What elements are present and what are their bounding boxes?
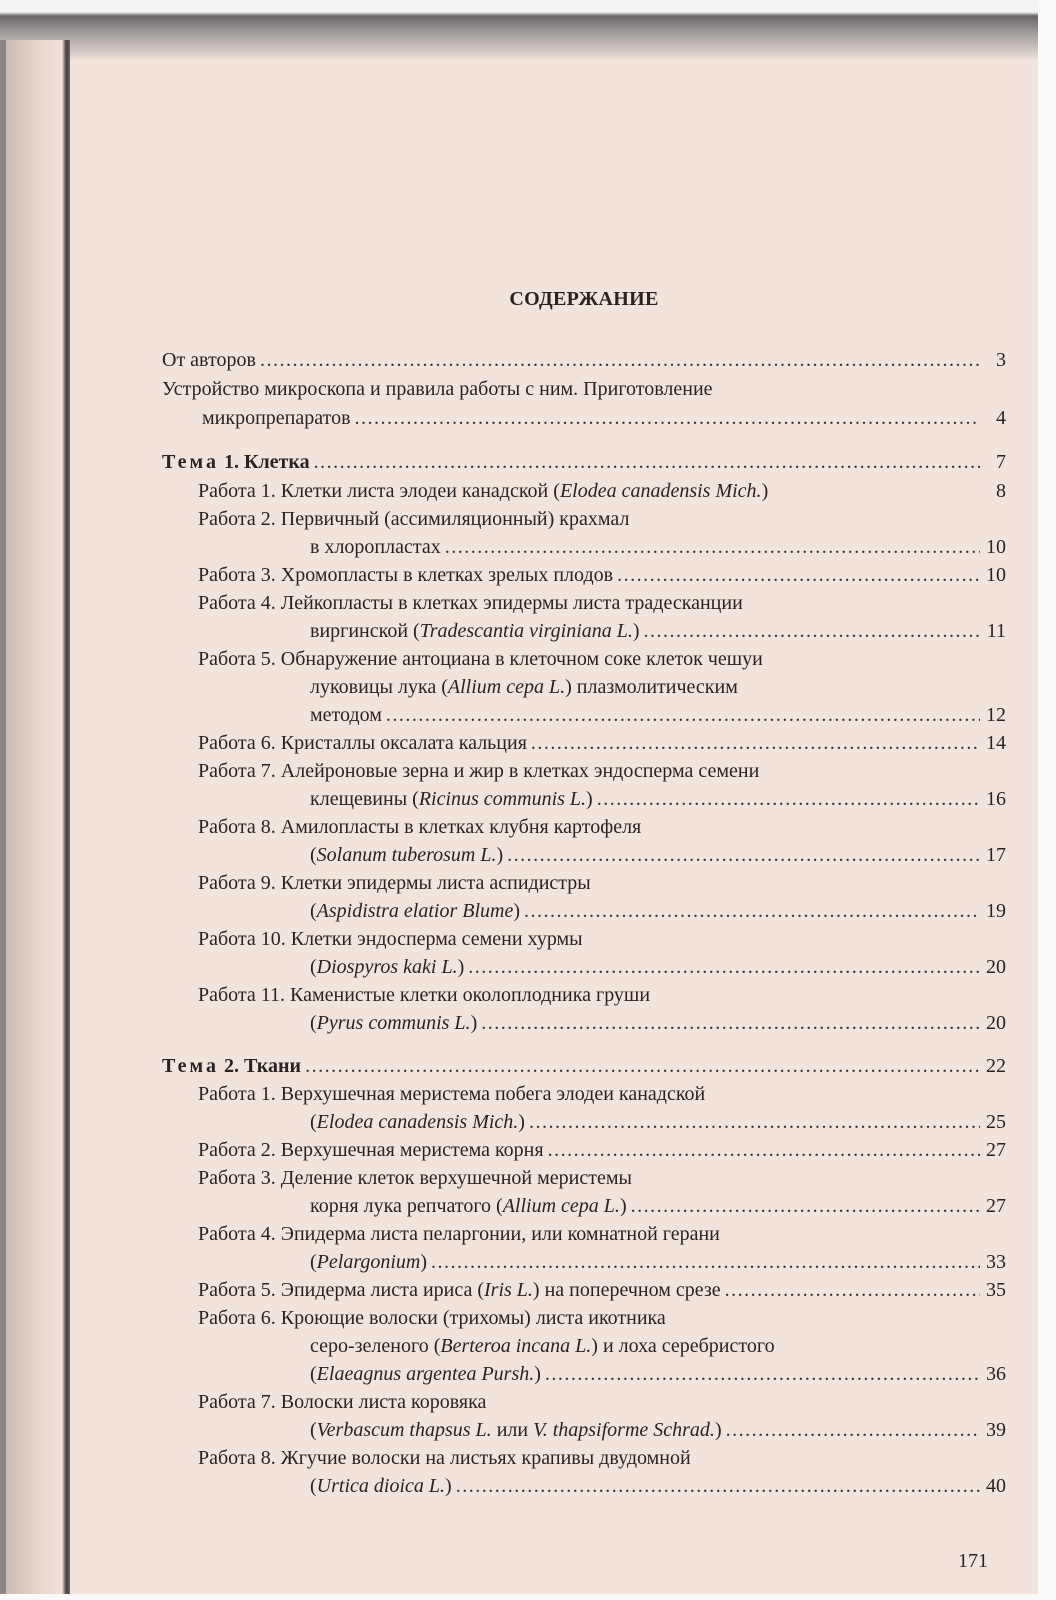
toc-page-number: 4 <box>996 407 1006 429</box>
toc-leader-dots <box>597 785 980 813</box>
toc-entry-continuation: (Verbascum thapsus L. или V. thapsiforme Schrad.) ..... 39 <box>310 1416 1006 1444</box>
toc-entry <box>198 1444 1006 1472</box>
right-margin-strip <box>1038 0 1056 1600</box>
toc-entry <box>198 1080 1006 1108</box>
toc-leader-dots <box>507 841 980 869</box>
toc-leader-dots <box>445 533 980 561</box>
toc-page-number: 20 <box>986 956 1006 978</box>
theme-title: 1. Клетка <box>218 451 310 473</box>
latin-name: Pyrus communis L. <box>316 1012 471 1034</box>
theme-title: 2. Ткани <box>218 1055 302 1077</box>
toc-entry-text: Работа 4. Лейкопласты в клетках эпидермы листа традесканции <box>198 592 743 614</box>
toc-page-number: 12 <box>986 704 1006 726</box>
toc-entry-text: Работа 2. Верхушечная меристема корня <box>198 1139 544 1161</box>
toc-entry-continuation: виргинской (Tradescantia virginiana L.) ..... 11 <box>310 617 1006 645</box>
toc-entry-text: Работа 3. Хромопласты в клетках зрелых плодов <box>198 564 614 586</box>
latin-name: Allium cepa L. <box>447 676 566 698</box>
toc-entry <box>198 505 1006 533</box>
theme-word: Тема <box>162 1055 219 1077</box>
toc-page-number: 25 <box>986 1111 1006 1133</box>
latin-name: Elodea canadensis Mich. <box>316 1111 519 1133</box>
toc-entry: Работа 1. Клетки листа элодеи канадской (Elodea canadensis Mich.) 8 <box>198 477 1006 505</box>
toc-entry-continuation: (Pelargonium) ..... 33 <box>310 1248 1006 1276</box>
toc-entry <box>198 1164 1006 1192</box>
latin-name: Aspidistra elatior Blume <box>316 900 514 922</box>
toc-leader-dots <box>529 1108 980 1136</box>
toc-entry <box>162 346 1006 374</box>
toc-entry-continuation: (Elodea canadensis Mich.) ..... 25 <box>310 1108 1006 1136</box>
toc-leader-dots <box>386 701 980 729</box>
toc-entry-continuation: серо-зеленого (Berteroa incana L.) и лоха серебристого <box>310 1335 775 1357</box>
toc-entry-continuation: (Urtica dioica L.) ..... 40 <box>310 1472 1006 1500</box>
toc-entry-text: Работа 5. Обнаружение антоциана в клеточном соке клеток чешуи <box>198 648 763 670</box>
toc-leader-dots <box>531 729 980 757</box>
toc-page-number: 10 <box>986 564 1006 586</box>
toc-entry-text: Работа 5. Эпидерма листа ириса ( <box>198 1279 485 1301</box>
toc-page-number: 3 <box>996 349 1006 371</box>
toc-entry-continuation: луковицы лука (Allium cepa L.) плазмолитическим <box>310 676 738 698</box>
toc-page-number: 17 <box>986 844 1006 866</box>
toc-entry-text: Работа 7. Алейроновые зерна и жир в клетках эндосперма семени <box>198 760 760 782</box>
page-left-edge <box>0 40 6 1600</box>
toc-entry-text: Работа 6. Кристаллы оксалата кальция <box>198 732 527 754</box>
toc-leader-dots <box>548 1136 980 1164</box>
toc-entry-continuation <box>310 533 1006 561</box>
theme-word: Тема <box>162 451 219 473</box>
toc-entry-text: микропрепаратов <box>202 407 351 429</box>
toc-leader-dots <box>631 1192 980 1220</box>
latin-name: Ricinus communis L. <box>418 788 587 810</box>
toc-page-number: 40 <box>986 1475 1006 1497</box>
toc-entry-continuation <box>202 404 1006 432</box>
toc-entry <box>198 757 1006 785</box>
toc-entry <box>162 375 1006 403</box>
toc-entry <box>198 1220 1006 1248</box>
toc-page-number: 8 <box>996 480 1006 502</box>
toc-entry <box>198 869 1006 897</box>
toc-leader-dots <box>545 1360 980 1388</box>
toc-leader-dots <box>481 1009 980 1037</box>
toc-page-number: 10 <box>986 536 1006 558</box>
toc-page-number: 7 <box>996 451 1006 473</box>
toc-entry-continuation <box>310 701 1006 729</box>
toc-page-number: 19 <box>986 900 1006 922</box>
toc-entry-continuation: корня лука репчатого (Allium cepa L.) ..... 27 <box>310 1192 1006 1220</box>
toc-entry-text: Работа 2. Первичный (ассимиляционный) крахмал <box>198 508 630 530</box>
toc-entry-continuation: клещевины (Ricinus communis L.) ..... 16 <box>310 785 1006 813</box>
toc-entry-text: Работа 4. Эпидерма листа пеларгонии, или комнатной герани <box>198 1223 720 1245</box>
toc-entry-continuation: (Diospyros kaki L.) ..... 20 <box>310 953 1006 981</box>
toc-page-number: 36 <box>986 1363 1006 1385</box>
toc-page-number: 20 <box>986 1012 1006 1034</box>
toc-entry: Работа 5. Эпидерма листа ириса (Iris L.) на поперечном срезе ..... 35 <box>198 1276 1006 1304</box>
toc-entry <box>198 1388 1006 1416</box>
latin-name: Verbascum thapsus L. <box>316 1419 492 1441</box>
toc-entry <box>198 729 1006 757</box>
toc-entry <box>198 925 1006 953</box>
toc-entry-text: Работа 8. Амилопласты в клетках клубня картофеля <box>198 816 642 838</box>
page-content <box>162 0 1020 1600</box>
page-number: 171 <box>958 1550 988 1572</box>
toc-entry <box>198 589 1006 617</box>
latin-name: Allium cepa L. <box>502 1195 620 1217</box>
toc-entry <box>198 1136 1006 1164</box>
toc-entry-text: Устройство микроскопа и правила работы с ним. Приготовление <box>162 378 713 400</box>
toc-entry-continuation: (Elaeagnus argentea Pursh.) ..... 36 <box>310 1360 1006 1388</box>
page-title: СОДЕРЖАНИЕ <box>509 288 659 310</box>
toc-leader-dots <box>617 561 980 589</box>
toc-page-number: 27 <box>986 1195 1006 1217</box>
toc-theme-heading <box>162 448 1006 476</box>
latin-name: Tradescantia virginiana L. <box>419 620 633 642</box>
toc-entry-continuation: (Aspidistra elatior Blume) ..... 19 <box>310 897 1006 925</box>
toc-entry-text: Работа 8. Жгучие волоски на листьях крапивы двудомной <box>198 1447 691 1469</box>
toc-leader-dots <box>355 404 980 432</box>
latin-name: V. thapsiforme Schrad. <box>533 1419 715 1441</box>
latin-name: Solanum tuberosum L. <box>316 844 497 866</box>
toc-entry-text: Работа 7. Волоски листа коровяка <box>198 1391 487 1413</box>
toc-leader-dots <box>314 448 980 476</box>
toc-page-number: 27 <box>986 1139 1006 1161</box>
toc-entry <box>198 813 1006 841</box>
latin-name: Elodea canadensis Mich. <box>559 480 762 502</box>
toc-entry-continuation: (Pyrus communis L.) ..... 20 <box>310 1009 1006 1037</box>
toc-leader-dots <box>456 1472 980 1500</box>
toc-leader-dots <box>305 1052 980 1080</box>
toc-entry-text: Работа 10. Клетки эндосперма семени хурмы <box>198 928 583 950</box>
book-gutter <box>0 40 70 1600</box>
toc-leader-dots <box>725 1276 980 1304</box>
toc-page-number: 39 <box>986 1419 1006 1441</box>
toc-entry-text: От авторов <box>162 349 256 371</box>
toc-theme-heading <box>162 1052 1006 1080</box>
toc-page-number: 22 <box>986 1055 1006 1077</box>
toc-leader-dots <box>468 953 980 981</box>
toc-entry-text: Работа 1. Верхушечная меристема побега элодеи канадской <box>198 1083 706 1105</box>
latin-name: Iris L. <box>484 1279 533 1301</box>
toc-leader-dots <box>431 1248 980 1276</box>
toc-leader-dots <box>524 897 980 925</box>
toc-entry-text: Работа 6. Кроющие волоски (трихомы) листа икотника <box>198 1307 666 1329</box>
toc-page-number: 16 <box>986 788 1006 810</box>
toc-entry-text: в хлоропластах <box>310 536 441 558</box>
toc-entry-text: Работа 11. Каменистые клетки околоплодника груши <box>198 984 651 1006</box>
latin-name: Pelargonium <box>316 1251 421 1273</box>
toc-leader-dots <box>260 346 980 374</box>
toc-leader-dots <box>726 1416 980 1444</box>
toc-entry <box>198 1304 1006 1332</box>
toc-entry-text: методом <box>310 704 382 726</box>
toc-entry <box>198 645 1006 673</box>
latin-name: Urtica dioica L. <box>316 1475 446 1497</box>
toc-entry-text: Работа 9. Клетки эпидермы листа аспидистры <box>198 872 591 894</box>
toc-entry-text: Работа 3. Деление клеток верхушечной меристемы <box>198 1167 632 1189</box>
latin-name: Diospyros kaki L. <box>316 956 458 978</box>
toc-page-number: 33 <box>986 1251 1006 1273</box>
toc-entry-continuation: (Solanum tuberosum L.) ..... 17 <box>310 841 1006 869</box>
latin-name: Berteroa incana L. <box>440 1335 592 1357</box>
toc-entry <box>198 981 1006 1009</box>
toc-entry-text: Работа 1. Клетки листа элодеи канадской ( <box>198 480 560 502</box>
latin-name: Elaeagnus argentea Pursh. <box>316 1363 535 1385</box>
toc-page-number: 14 <box>986 732 1006 754</box>
toc-leader-dots <box>644 617 980 645</box>
toc-entry <box>198 561 1006 589</box>
toc-page-number: 11 <box>986 620 1006 642</box>
toc-page-number: 35 <box>986 1279 1006 1301</box>
